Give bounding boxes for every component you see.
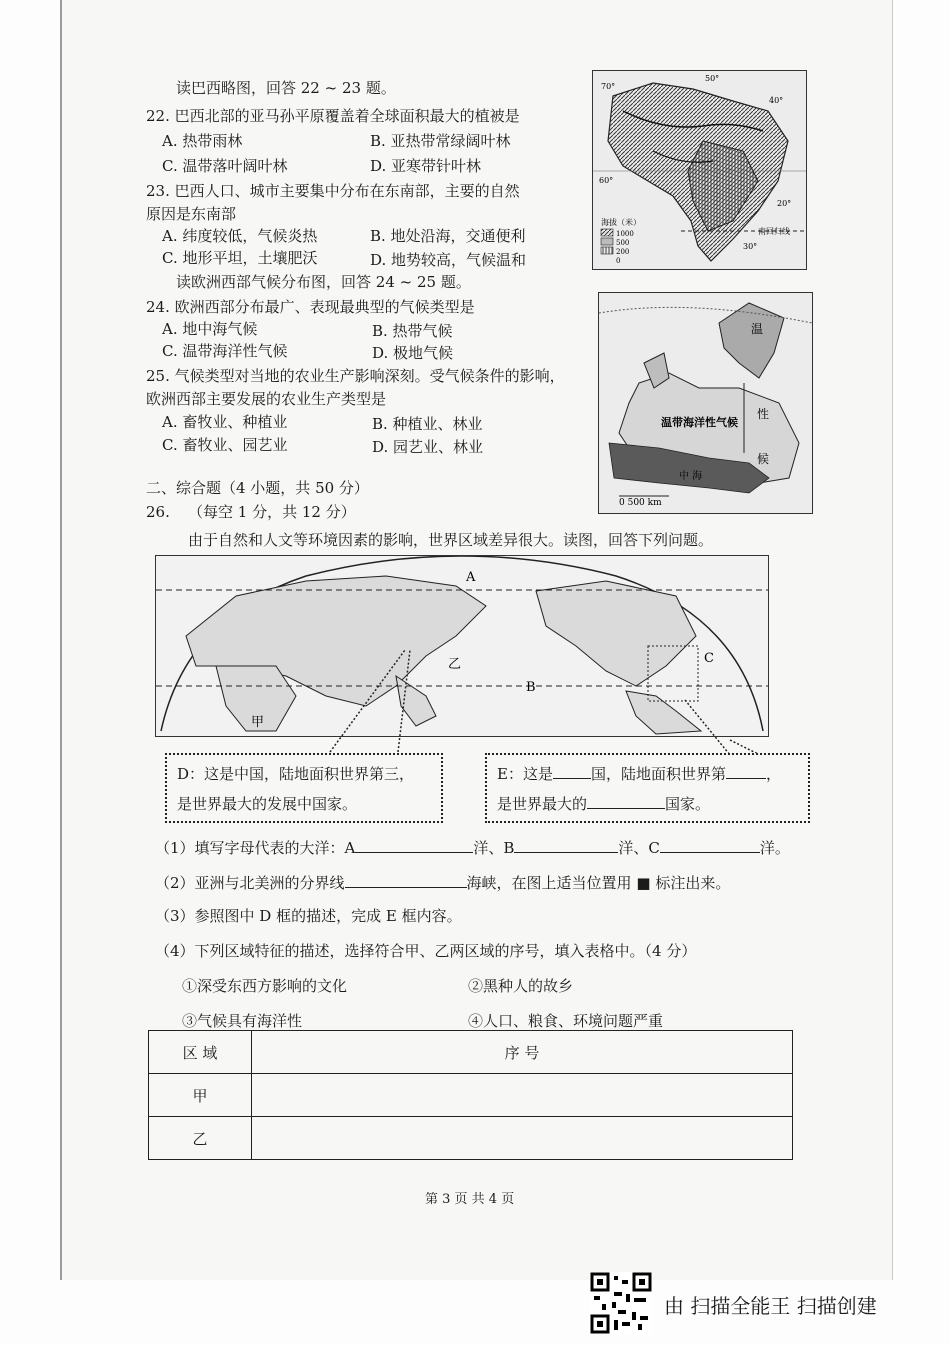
q25-option-c: C. 畜牧业、园艺业 (162, 436, 288, 454)
q22-option-c: C. 温带落叶阔叶林 (162, 157, 288, 175)
box-e-blank-rank[interactable] (726, 762, 766, 779)
intro-22-23: 读巴西略图，回答 22 ~ 23 题。 (176, 79, 396, 97)
table-row-yi-answer[interactable] (252, 1117, 793, 1160)
sub2-part1: （2）亚洲与北美洲的分界线 (155, 874, 345, 892)
q24-option-a: A. 地中海气候 (162, 320, 258, 338)
q23-option-b: B. 地处沿海，交通便利 (370, 227, 526, 245)
brazil-legend-0: 0 (616, 257, 621, 265)
sub1-blank-c[interactable] (660, 836, 760, 853)
q23-stem-line1: 23. 巴西人口、城市主要集中分布在东南部，主要的自然 (146, 182, 520, 200)
box-e-part5: 国家。 (665, 795, 711, 813)
europe-label-mediterranean: 中 海 (679, 471, 703, 482)
sub2 (155, 871, 730, 893)
table-row-yi-label: 乙 (149, 1117, 252, 1160)
box-e-part4: 是世界最大的 (497, 795, 588, 813)
square-marker-icon: ■ (636, 874, 651, 892)
sub4: （4）下列区域特征的描述，选择符合甲、乙两区域的序号，填入表格中。（4 分） (155, 942, 697, 960)
brazil-tropic-label: 南回归线 (758, 227, 790, 236)
box-d-line1: D：这是中国，陆地面积世界第三， (177, 765, 415, 783)
q25-option-d: D. 园艺业、林业 (372, 438, 484, 456)
box-e-part1: E：这是 (497, 765, 553, 783)
intro-24-25: 读欧洲西部气候分布图，回答 24 ~ 25 题。 (176, 273, 471, 291)
ocean-label-c: C (704, 651, 714, 666)
region-label-jia: 甲 (251, 715, 265, 730)
europe-label-hou: 候 (757, 452, 770, 466)
section2-title: 二、综合题（4 小题，共 50 分） (146, 479, 369, 497)
europe-label-wen: 温 (751, 322, 764, 336)
box-e-part3: ， (765, 765, 781, 783)
qr-code-icon (590, 1272, 652, 1334)
q22-option-a: A. 热带雨林 (162, 132, 243, 150)
scanner-watermark (590, 1272, 935, 1338)
q24-option-d: D. 极地气候 (372, 344, 454, 362)
q23-option-d: D. 地势较高，气候温和 (370, 251, 527, 269)
sub1-part3: 洋、C (618, 839, 660, 857)
table-header-number: 序 号 (252, 1031, 793, 1074)
callout-box-e (485, 753, 810, 823)
q23-stem-line2: 原因是东南部 (146, 205, 237, 223)
q22-option-d: D. 亚寒带针叶林 (370, 157, 482, 175)
page-footer: 第 3 页 共 4 页 (425, 1192, 515, 1207)
sub1 (155, 836, 790, 858)
option-4: ④人口、粮食、环境问题严重 (468, 1012, 664, 1030)
table-row (149, 1117, 793, 1160)
box-e-blank-country[interactable] (553, 762, 591, 779)
box-d-line2: 是世界最大的发展中国家。 (177, 795, 358, 813)
europe-label-oceanic-climate: 温带海洋性气候 (661, 416, 738, 429)
brazil-legend-200: 200 (616, 248, 630, 256)
q24-option-c: C. 温带海洋性气候 (162, 342, 288, 360)
q25-option-b: B. 种植业、林业 (372, 415, 483, 433)
region-label-yi: 乙 (448, 657, 462, 672)
brazil-lon-50: 50° (705, 74, 720, 83)
q25-option-a: A. 畜牧业、种植业 (162, 413, 288, 431)
q23-option-a: A. 纬度较低，气候炎热 (162, 227, 318, 245)
box-e-blank-type[interactable] (587, 792, 665, 809)
brazil-lat-60: 60° (599, 176, 614, 185)
brazil-lon-30: 30° (743, 242, 758, 251)
option-3: ③气候具有海洋性 (182, 1012, 303, 1030)
brazil-legend-500: 500 (616, 239, 630, 247)
q25-stem-line1: 25. 气候类型对当地的农业生产影响深刻。受气候条件的影响， (146, 367, 565, 385)
q22-option-b: B. 亚热带常绿阔叶林 (370, 132, 511, 150)
option-2: ②黑种人的故乡 (468, 977, 574, 995)
q26-number: 26. (146, 503, 170, 521)
brazil-lon-20: 20° (777, 199, 792, 208)
callout-box-d (165, 753, 443, 823)
q26-score: （每空 1 分，共 12 分） (188, 503, 356, 521)
europe-label-xing: 性 (757, 407, 770, 421)
table-row-jia-label: 甲 (149, 1074, 252, 1117)
table-header-region: 区 域 (149, 1031, 252, 1074)
q24-option-b: B. 热带气候 (372, 322, 453, 340)
brazil-legend-title: 海拔（米） (601, 218, 641, 227)
brazil-legend-1000: 1000 (616, 230, 634, 238)
box-e-part2: 国，陆地面积世界第 (590, 765, 726, 783)
sub1-blank-a[interactable] (355, 836, 473, 853)
answer-table (148, 1030, 793, 1160)
sub3: （3）参照图中 D 框的描述，完成 E 框内容。 (155, 907, 462, 925)
q23-option-c: C. 地形平坦，土壤肥沃 (162, 249, 318, 267)
q25-stem-line2: 欧洲西部主要发展的农业生产类型是 (146, 390, 387, 408)
table-row (149, 1074, 793, 1117)
sub1-blank-b[interactable] (514, 836, 618, 853)
sub1-part2: 洋、B (473, 839, 515, 857)
europe-scale-bar: 0 500 km (619, 498, 662, 508)
ocean-label-b: B (526, 680, 536, 695)
table-header-row (149, 1031, 793, 1074)
q22-stem: 22. 巴西北部的亚马孙平原覆盖着全球面积最大的植被是 (146, 107, 520, 125)
sub2-blank-strait[interactable] (345, 871, 467, 888)
sub2-part2: 海峡，在图上适当位置用 (466, 874, 632, 892)
sub1-part4: 洋。 (759, 839, 790, 857)
q24-stem: 24. 欧洲西部分布最广、表现最典型的气候类型是 (146, 298, 475, 316)
q26-intro: 由于自然和人文等环境因素的影响，世界区域差异很大。读图，回答下列问题。 (188, 531, 714, 549)
brazil-lat-70: 70° (601, 82, 616, 91)
ocean-label-a: A (466, 570, 476, 585)
sub1-part1: （1）填写字母代表的大洋：A (155, 839, 356, 857)
brazil-lon-40: 40° (769, 96, 784, 105)
sub2-part4: 标注出来。 (655, 874, 731, 892)
table-row-jia-answer[interactable] (252, 1074, 793, 1117)
scanner-text: 由 扫描全能王 扫描创建 (664, 1294, 877, 1318)
option-1: ①深受东西方影响的文化 (182, 977, 348, 995)
